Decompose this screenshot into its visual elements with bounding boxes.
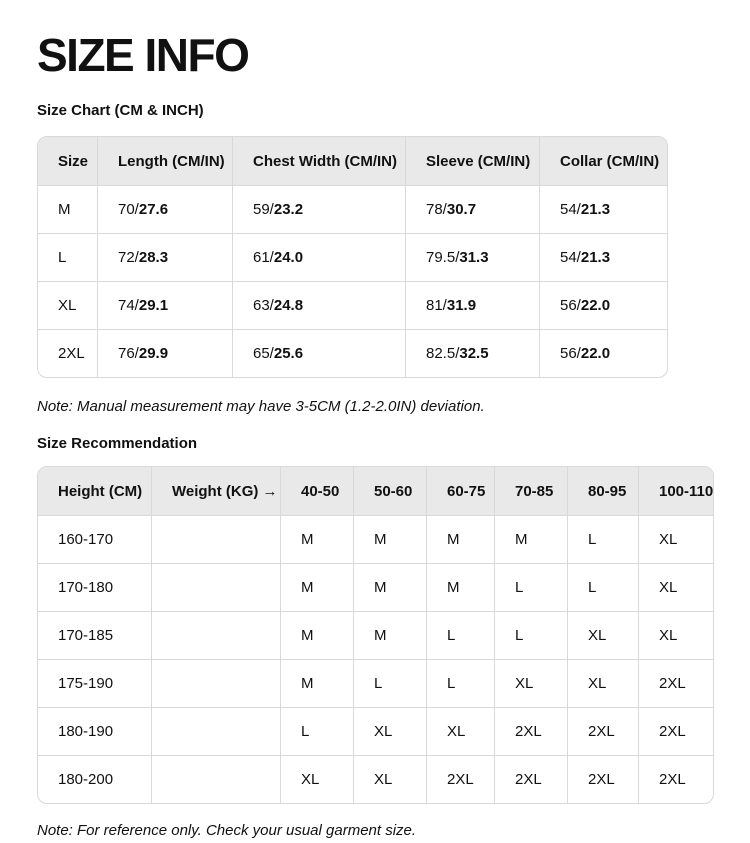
cm-value: 74/	[118, 297, 139, 314]
recommended-size-cell: 2XL	[638, 707, 713, 755]
size-chart-heading: Size Chart (CM & INCH)	[37, 102, 204, 119]
cm-value: 82.5/	[426, 345, 460, 362]
recommended-size-cell: 2XL	[494, 707, 567, 755]
measurement-cell	[232, 185, 405, 233]
size-recommendation-column-header: Weight (KG) →	[151, 467, 280, 515]
measurement-cell	[97, 233, 232, 281]
size-label-cell: M	[38, 185, 97, 233]
recommended-size-cell: 2XL	[567, 707, 638, 755]
size-recommendation-column-header: 60-75	[426, 467, 494, 515]
measurement-cell	[232, 281, 405, 329]
size-recommendation-heading: Size Recommendation	[37, 435, 198, 452]
weight-empty-cell	[151, 611, 280, 659]
size-recommendation-row	[38, 611, 713, 659]
cm-value: 81/	[426, 297, 447, 314]
inch-value: 29.9	[138, 345, 169, 362]
size-chart-column-header: Sleeve (CM/IN)	[405, 137, 539, 185]
inch-value: 24.0	[273, 249, 304, 266]
size-recommendation-row	[38, 563, 713, 611]
recommended-size-cell: 2XL	[494, 755, 567, 803]
size-chart-column-header: Chest Width (CM/IN)	[232, 137, 405, 185]
recommended-size-cell: L	[426, 611, 494, 659]
measurement-cell	[405, 329, 539, 377]
size-chart-column-header: Size	[38, 137, 97, 185]
size-recommendation-column-header: 40-50	[280, 467, 353, 515]
measurement-cell	[539, 329, 667, 377]
measurement-cell	[232, 329, 405, 377]
height-range-cell: 175-190	[38, 659, 151, 707]
weight-empty-cell	[151, 659, 280, 707]
cm-value: 78/	[426, 201, 447, 218]
size-recommendation-column-header: Height (CM)	[38, 467, 151, 515]
cm-value: 70/	[118, 201, 139, 218]
inch-value: 22.0	[580, 345, 611, 362]
size-label-cell: L	[38, 233, 97, 281]
cm-value: 56/	[560, 345, 581, 362]
cm-value: 54/	[560, 249, 581, 266]
cm-value: 56/	[560, 297, 581, 314]
measurement-cell	[539, 281, 667, 329]
size-chart-note: Note: Manual measurement may have 3-5CM (1.2-2.0IN) deviation.	[37, 398, 485, 415]
measurement-cell	[232, 233, 405, 281]
inch-value: 27.6	[138, 201, 169, 218]
recommended-size-cell: M	[426, 515, 494, 563]
size-recommendation-header-row	[38, 467, 713, 515]
size-chart-row	[38, 185, 667, 233]
measurement-cell	[405, 233, 539, 281]
cm-value: 79.5/	[426, 249, 460, 266]
recommended-size-cell: M	[280, 611, 353, 659]
measurement-cell	[97, 185, 232, 233]
recommended-size-cell: L	[567, 563, 638, 611]
recommended-size-cell: L	[353, 659, 426, 707]
recommended-size-cell: M	[353, 563, 426, 611]
recommended-size-cell: 2XL	[567, 755, 638, 803]
recommended-size-cell: 2XL	[638, 659, 713, 707]
recommended-size-cell: XL	[494, 659, 567, 707]
cm-value: 76/	[118, 345, 139, 362]
recommended-size-cell: XL	[353, 707, 426, 755]
size-recommendation-row	[38, 659, 713, 707]
size-chart-table	[37, 136, 668, 378]
recommended-size-cell: 2XL	[638, 755, 713, 803]
inch-value: 25.6	[273, 345, 304, 362]
inch-value: 22.0	[580, 297, 611, 314]
height-range-cell: 180-200	[38, 755, 151, 803]
recommended-size-cell: M	[494, 515, 567, 563]
size-label-cell: 2XL	[38, 329, 97, 377]
height-range-cell: 170-185	[38, 611, 151, 659]
size-chart-header-row	[38, 137, 667, 185]
recommended-size-cell: L	[494, 611, 567, 659]
recommended-size-cell: M	[426, 563, 494, 611]
height-range-cell: 180-190	[38, 707, 151, 755]
recommended-size-cell: XL	[567, 659, 638, 707]
recommended-size-cell: M	[280, 515, 353, 563]
size-recommendation-column-header: 100-110	[638, 467, 713, 515]
inch-value: 21.3	[580, 201, 611, 218]
weight-empty-cell	[151, 755, 280, 803]
measurement-cell	[97, 329, 232, 377]
size-recommendation-row	[38, 707, 713, 755]
height-range-cell: 170-180	[38, 563, 151, 611]
recommended-size-cell: M	[280, 659, 353, 707]
inch-value: 23.2	[273, 201, 304, 218]
page-title: SIZE INFO	[37, 29, 249, 81]
size-recommendation-column-header: 80-95	[567, 467, 638, 515]
weight-empty-cell	[151, 707, 280, 755]
size-recommendation-note: Note: For reference only. Check your usual garment size.	[37, 822, 417, 839]
inch-value: 32.5	[459, 345, 489, 362]
size-chart-column-header: Collar (CM/IN)	[539, 137, 667, 185]
measurement-cell	[405, 185, 539, 233]
cm-value: 61/	[253, 249, 274, 266]
cm-value: 54/	[560, 201, 581, 218]
weight-empty-cell	[151, 563, 280, 611]
inch-value: 30.7	[446, 201, 477, 218]
size-recommendation-table	[37, 466, 714, 804]
inch-value: 24.8	[273, 297, 304, 314]
size-chart-column-header: Length (CM/IN)	[97, 137, 232, 185]
size-chart-row	[38, 281, 667, 329]
recommended-size-cell: L	[280, 707, 353, 755]
recommended-size-cell: 2XL	[426, 755, 494, 803]
cm-value: 65/	[253, 345, 274, 362]
recommended-size-cell: L	[494, 563, 567, 611]
size-recommendation-column-header: 70-85	[494, 467, 567, 515]
cm-value: 72/	[118, 249, 139, 266]
recommended-size-cell: XL	[426, 707, 494, 755]
recommended-size-cell: XL	[638, 611, 713, 659]
measurement-cell	[539, 185, 667, 233]
measurement-cell	[97, 281, 232, 329]
recommended-size-cell: L	[567, 515, 638, 563]
recommended-size-cell: XL	[567, 611, 638, 659]
inch-value: 31.9	[446, 297, 477, 314]
recommended-size-cell: M	[280, 563, 353, 611]
recommended-size-cell: M	[353, 515, 426, 563]
inch-value: 28.3	[138, 249, 169, 266]
size-recommendation-row	[38, 755, 713, 803]
size-recommendation-row	[38, 515, 713, 563]
recommended-size-cell: M	[353, 611, 426, 659]
size-recommendation-column-header: 50-60	[353, 467, 426, 515]
weight-empty-cell	[151, 515, 280, 563]
inch-value: 21.3	[580, 249, 611, 266]
recommended-size-cell: XL	[280, 755, 353, 803]
inch-value: 29.1	[138, 297, 169, 314]
recommended-size-cell: L	[426, 659, 494, 707]
height-range-cell: 160-170	[38, 515, 151, 563]
size-chart-row	[38, 329, 667, 377]
size-chart-row	[38, 233, 667, 281]
cm-value: 63/	[253, 297, 274, 314]
size-label-cell: XL	[38, 281, 97, 329]
recommended-size-cell: XL	[638, 515, 713, 563]
recommended-size-cell: XL	[638, 563, 713, 611]
measurement-cell	[405, 281, 539, 329]
recommended-size-cell: XL	[353, 755, 426, 803]
cm-value: 59/	[253, 201, 274, 218]
measurement-cell	[539, 233, 667, 281]
inch-value: 31.3	[459, 249, 489, 266]
